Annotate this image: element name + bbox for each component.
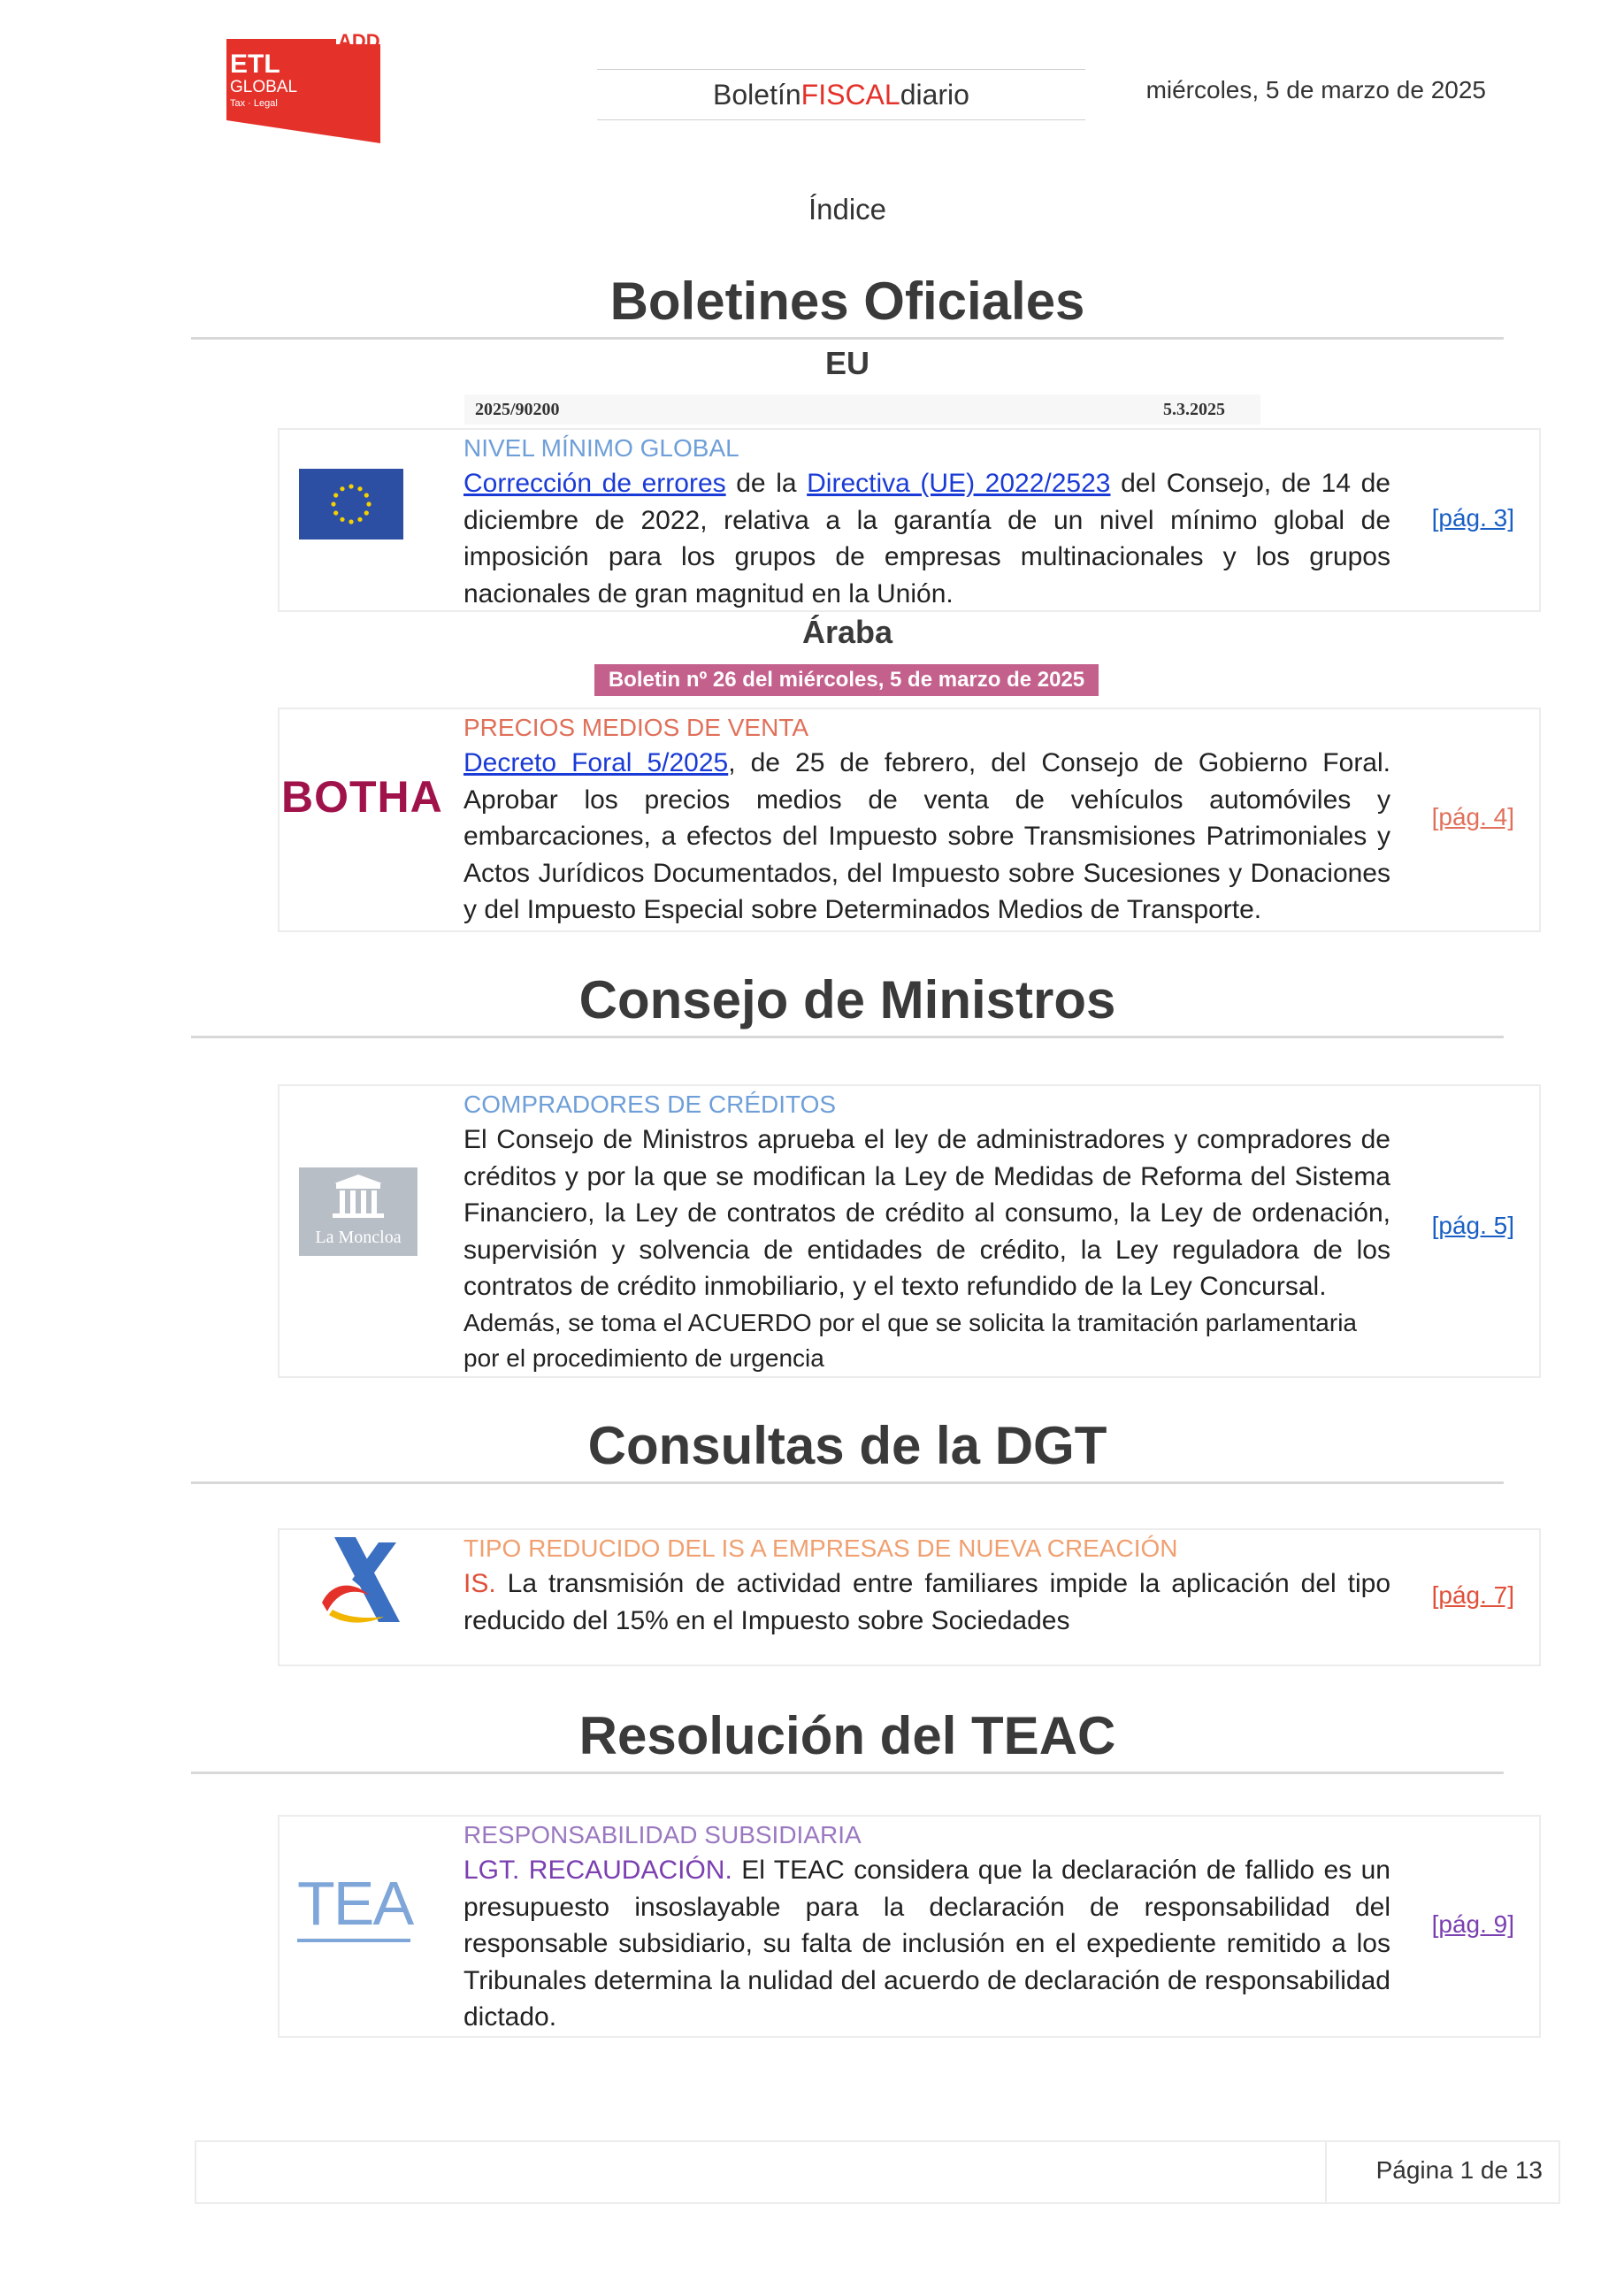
entry-araba: BOTHA PRECIOS MEDIOS DE VENTA Decreto Foral 5/2025, de 25 de febrero, del Consejo de Gobierno Foral. Aprobar los precios medios de venta de vehículos automóviles y embarcaciones, a efectos del Impuesto sobre Transmisiones Patrimoniales y Actos Jurídicos Documentados, del Impuesto sobre Sucesiones y Donaciones y del Impuesto Especial sobre Determinados Medios de Transporte. [pág. 4] (278, 708, 1541, 932)
botha-logo: BOTHA (281, 772, 443, 822)
page-link-5[interactable]: [pág. 5] (1431, 1212, 1514, 1239)
section-title-consejo: Consejo de Ministros (191, 969, 1504, 1038)
page-link-4[interactable]: [pág. 4] (1431, 803, 1514, 830)
section-title-teac: Resolución del TEAC (191, 1705, 1504, 1774)
correccion-errores-link[interactable]: Corrección de errores (463, 469, 726, 498)
etl-global-logo (221, 32, 384, 143)
tea-logo: TEA (297, 1868, 412, 1948)
entry-consejo: La Moncloa COMPRADORES DE CRÉDITOS El Consejo de Ministros aprueba el ley de administradores y compradores de créditos y por la que se modifican la Ley de Medidas de Reforma del Sistema Financiero, la Ley de contratos de crédito al consumo, la Ley de ordenación, supervisión y solvencia de entidades de crédito, la Ley reguladora de los contratos de crédito inmobiliario, y el texto refundido de la Ley Concursal. Además, se toma el ACUERDO por el que se solicita la tramitación parlamentaria por el procedimiento de urgencia [pág. 5] (278, 1084, 1541, 1378)
agencia-tributaria-logo-icon (313, 1534, 410, 1632)
page-footer (195, 2140, 1560, 2204)
la-moncloa-logo: La Moncloa (299, 1167, 417, 1256)
category-label: COMPRADORES DE CRÉDITOS (463, 1091, 837, 1118)
section-title-boletines: Boletines Oficiales (191, 271, 1504, 340)
publication-date: miércoles, 5 de marzo de 2025 (1145, 76, 1486, 103)
svg-text:GLOBAL: GLOBAL (230, 78, 298, 96)
newsletter-title: Boletín FISCAL diario (597, 69, 1085, 120)
svg-text:ADD: ADD (338, 32, 380, 52)
footer-divider (1325, 2142, 1327, 2202)
page-number: Página 1 de 13 (1375, 2156, 1543, 2184)
section-title-dgt: Consultas de la DGT (191, 1415, 1504, 1484)
eu-journal-strip: 2025/90200 5.3.2025 (464, 394, 1260, 425)
entry-eu: NIVEL MÍNIMO GLOBAL Corrección de errores de la Directiva (UE) 2022/2523 del Consejo, de 14 de diciembre de 2022, relativa a la garantía de un nivel mínimo global de imposición para los grupos de empresas multinacionales y los grupos nacionales de gran magnitud en la Unión. [pág. 3] (278, 428, 1541, 612)
entry-dgt: TIPO REDUCIDO DEL IS A EMPRESAS DE NUEVA CREACIÓN IS. La transmisión de actividad entre familiares impide la aplicación del tipo reducido del 15% en el Impuesto sobre Sociedades [pág. 7] (278, 1528, 1541, 1666)
category-label: PRECIOS MEDIOS DE VENTA (463, 714, 808, 741)
page-link-9[interactable]: [pág. 9] (1431, 1910, 1514, 1938)
page-link-3[interactable]: [pág. 3] (1431, 504, 1514, 532)
category-label: NIVEL MÍNIMO GLOBAL (463, 434, 739, 462)
botha-bulletin-strip: Boletin nº 26 del miércoles, 5 de marzo de 2025 (594, 664, 1099, 696)
svg-text:ETL: ETL (230, 50, 280, 79)
entry-teac: TEA RESPONSABILIDAD SUBSIDIARIA LGT. RECAUDACIÓN. El TEAC considera que la declaración de fallido es un presupuesto insoslayable para la declaración de responsabilidad del responsable subsidiario, su falta de inclusión en el expediente remitido a los Tribunales determina la nulidad del acuerdo de declaración de responsabilidad dictado. [pág. 9] (278, 1815, 1541, 2038)
index-heading: Índice (808, 193, 887, 226)
svg-text:Tax · Legal: Tax · Legal (230, 98, 278, 109)
subsection-araba: Áraba (801, 614, 893, 650)
directiva-link[interactable]: Directiva (UE) 2022/2523 (807, 469, 1111, 498)
category-label: TIPO REDUCIDO DEL IS A EMPRESAS DE NUEVA CREACIÓN (463, 1534, 1178, 1562)
decreto-foral-link[interactable]: Decreto Foral 5/2025 (463, 748, 729, 777)
eu-flag-icon (299, 469, 403, 544)
category-label: RESPONSABILIDAD SUBSIDIARIA (463, 1821, 862, 1848)
page-link-7[interactable]: [pág. 7] (1431, 1581, 1514, 1609)
subsection-eu: EU (824, 345, 869, 381)
